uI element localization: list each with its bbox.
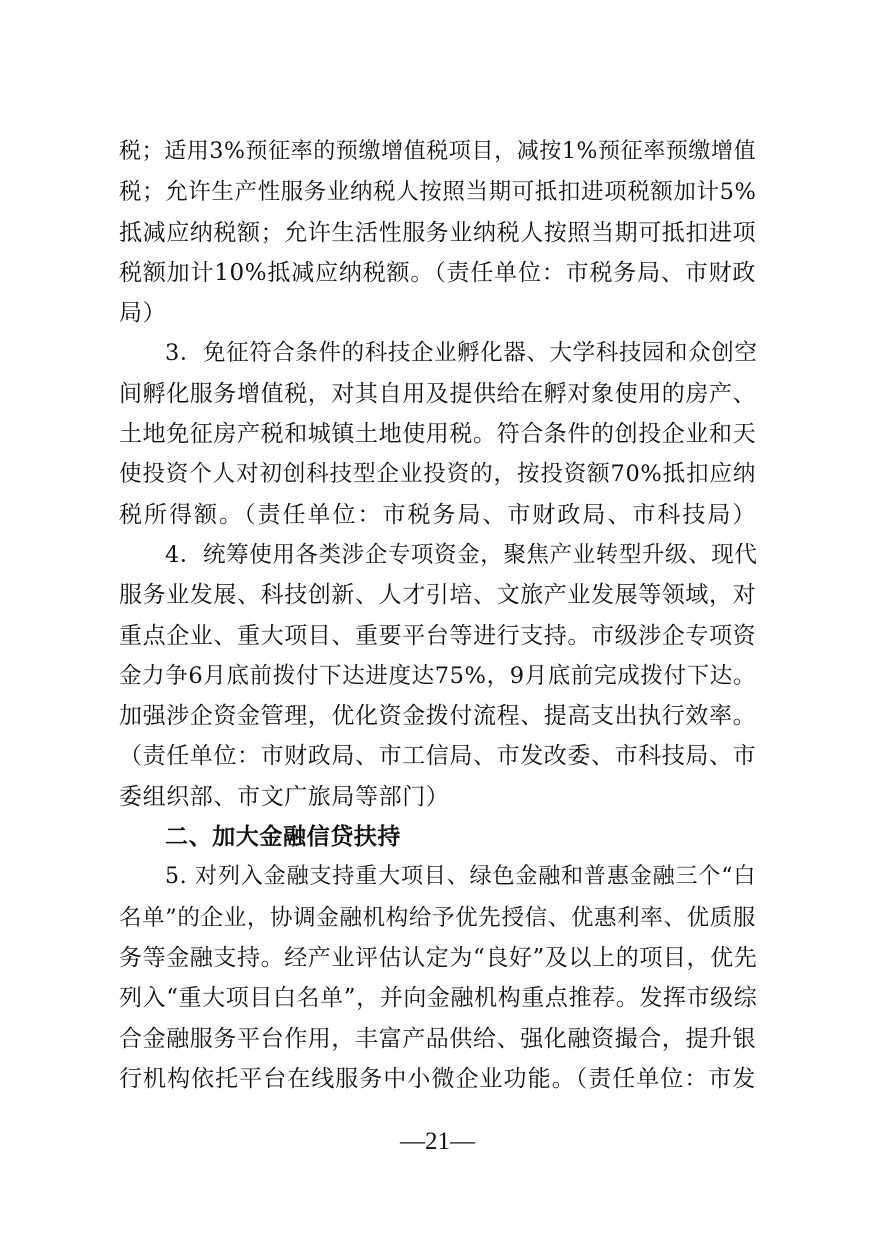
text-line: 使投资个人对初创科技型企业投资的，按投资额70%抵扣应纳: [119, 461, 756, 488]
text-line: 局）: [119, 300, 167, 327]
text-line: 务等金融支持。经产业评估认定为“良好”及以上的项目，优先: [119, 944, 758, 971]
text-line: 税额加计10%抵减应纳税额。（责任单位：市税务局、市财政: [119, 259, 756, 286]
text-line: 列入“重大项目白名单”，并向金融机构重点推荐。发挥市级综: [119, 985, 758, 1012]
section-heading: 二、加大金融信贷扶持: [165, 824, 401, 851]
text-line: 加强涉企资金管理，优化资金拨付流程、提高支出执行效率。: [119, 703, 757, 730]
text-line: 4．统筹使用各类涉企专项资金，聚焦产业转型升级、现代: [165, 541, 758, 568]
text-line: 间孵化服务增值税，对其自用及提供给在孵对象使用的房产、: [119, 380, 757, 407]
body-text: [119, 132, 756, 1099]
text-line: （责任单位：市财政局、市工信局、市发改委、市科技局、市: [119, 743, 757, 770]
text-line: 税；适用3%预征率的预缴增值税项目，减按1%预征率预缴增值: [119, 139, 757, 164]
text-line: 税所得额。（责任单位：市税务局、市财政局、市科技局）: [119, 501, 756, 528]
text-line: 行机构依托平台在线服务中小微企业功能。（责任单位：市发: [119, 1065, 756, 1092]
text-line: 土地免征房产税和城镇土地使用税。符合条件的创投企业和天: [119, 421, 757, 448]
text-line: 金力争6月底前拨付下达进度达75%，9月底前完成拨付下达。: [119, 662, 756, 689]
text-line: 名单”的企业，协调金融机构给予优先授信、优惠利率、优质服: [119, 904, 756, 931]
text-line: 税；允许生产性服务业纳税人按照当期可抵扣进项税额加计5%: [119, 179, 757, 206]
text-line: 5. 对列入金融支持重大项目、绿色金融和普惠金融三个“白: [165, 864, 756, 890]
text-line: 合金融服务平台作用，丰富产品供给、强化融资撮合，提升银: [119, 1025, 757, 1052]
text-line: 重点企业、重大项目、重要平台等进行支持。市级涉企专项资: [119, 622, 757, 649]
text-line: 抵减应纳税额；允许生活性服务业纳税人按照当期可抵扣进项: [119, 219, 757, 246]
text-line: 委组织部、市文广旅局等部门）: [119, 783, 450, 810]
page-number: —21—: [400, 1128, 475, 1155]
text-line: 3．免征符合条件的科技企业孵化器、大学科技园和众创空: [165, 340, 758, 367]
text-line: 服务业发展、科技创新、人才引培、文旅产业发展等领域，对: [119, 582, 757, 609]
